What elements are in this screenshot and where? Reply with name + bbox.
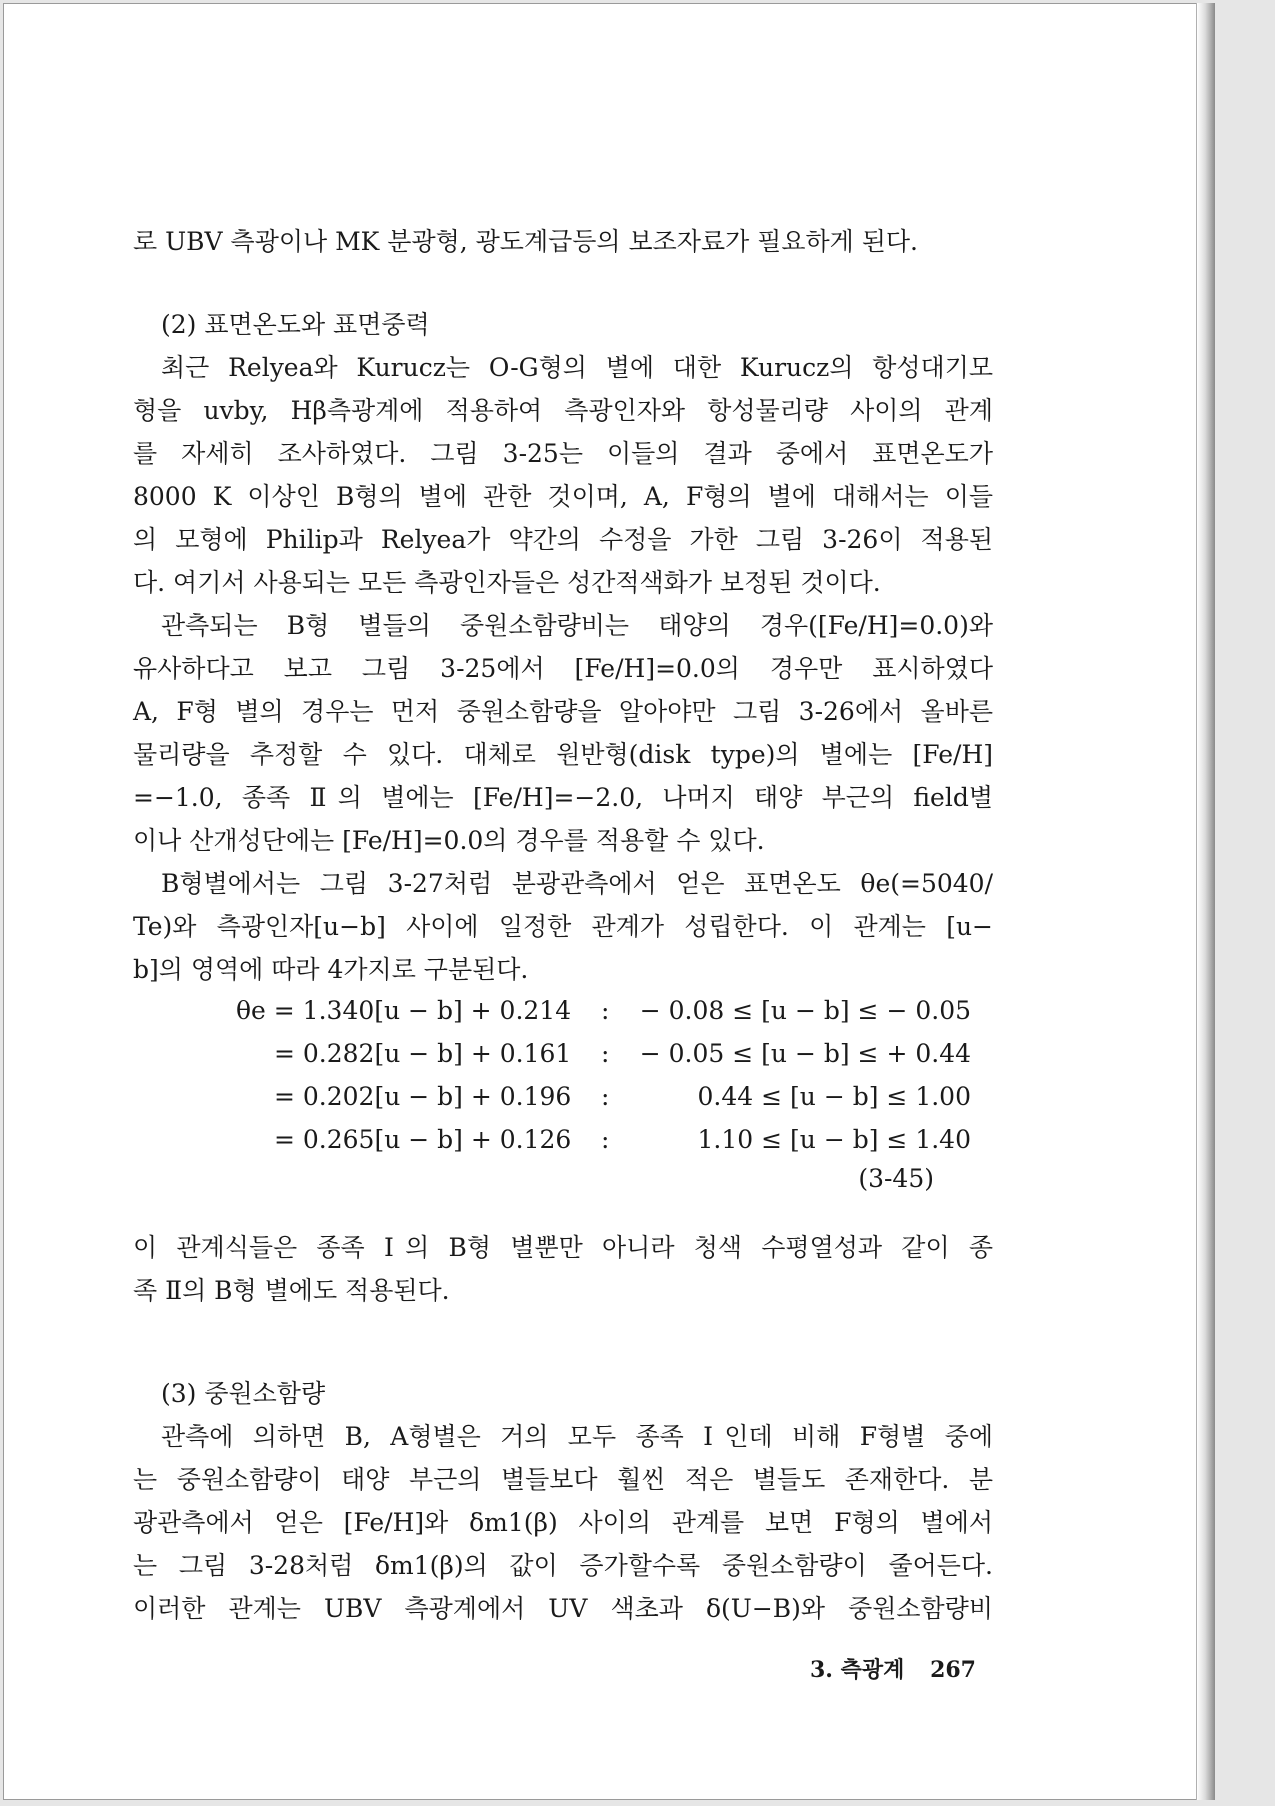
text-line: =−1.0, 종족 Ⅱ의 별에는 [Fe/H]=−2.0, 나머지 태양 부근의 field별: [133, 783, 993, 812]
equation-expression: = 0.202[u − b] + 0.196: [274, 1082, 572, 1111]
text-line: 이러한 관계는 UBV 측광계에서 UV 색초과 δ(U−B)와 중원소함량비: [133, 1594, 993, 1623]
equation-row: [236, 1039, 996, 1082]
text-line: 는 그림 3-28처럼 δm1(β)의 값이 증가할수록 중원소함량이 줄어든다.: [133, 1551, 993, 1580]
page-number: 267: [930, 1657, 976, 1683]
text-line: 이나 산개성단에는 [Fe/H]=0.0의 경우를 적용할 수 있다.: [133, 826, 765, 855]
text-line: 관측에 의하면 B, A형별은 거의 모두 종족 Ⅰ인데 비해 F형별 중에: [161, 1422, 993, 1451]
text-line: 의 모형에 Philip과 Relyea가 약간의 수정을 가한 그림 3-26이 적용된: [133, 525, 993, 554]
text-line: 최근 Relyea와 Kurucz는 O-G형의 별에 대한 Kurucz의 항성대기모: [161, 353, 993, 382]
text-line: 유사하다고 보고 그림 3-25에서 [Fe/H]=0.0의 경우만 표시하였다: [133, 654, 993, 683]
equation-condition: 0.44 ≤ [u − b] ≤ 1.00: [697, 1082, 971, 1111]
text-line: 이 관계식들은 종족 Ⅰ의 B형 별뿐만 아니라 청색 수평열성과 같이 종: [133, 1233, 993, 1262]
text-line: 는 중원소함량이 태양 부근의 별들보다 훨씬 적은 별들도 존재한다. 분: [133, 1465, 993, 1494]
section-heading: (3) 중원소함량: [161, 1379, 326, 1408]
text-line: 다. 여기서 사용되는 모든 측광인자들은 성간적색화가 보정된 것이다.: [133, 568, 881, 597]
equation-colon: :: [601, 1082, 610, 1111]
equation-condition: − 0.05 ≤ [u − b] ≤ + 0.44: [639, 1039, 971, 1068]
text-line: b]의 영역에 따라 4가지로 구분된다.: [133, 955, 529, 984]
equation-expression: θe = 1.340[u − b] + 0.214: [236, 996, 572, 1025]
intro-paragraph: [133, 220, 993, 263]
text-line: 로 UBV 측광이나 MK 분광형, 광도계급등의 보조자료가 필요하게 된다.: [133, 227, 918, 256]
running-section-title: 3. 측광계: [810, 1657, 905, 1683]
text-line: 를 자세히 조사하였다. 그림 3-25는 이들의 결과 중에서 표면온도가: [133, 439, 993, 468]
text-line: 광관측에서 얻은 [Fe/H]와 δm1(β) 사이의 관계를 보면 F형의 별에서: [133, 1508, 993, 1537]
equation-row: [236, 1125, 996, 1168]
text-line: A, F형 별의 경우는 먼저 중원소함량을 알아야만 그림 3-26에서 올바른: [133, 697, 993, 726]
text-line: 물리량을 추정할 수 있다. 대체로 원반형(disk type)의 별에는 [Fe/H]: [133, 740, 993, 769]
equation-number: (3-45): [858, 1164, 934, 1193]
text-line: 형을 uvby, Hβ측광계에 적용하여 측광인자와 항성물리량 사이의 관계: [133, 396, 993, 425]
equation-colon: :: [601, 1125, 610, 1154]
equation-expression: = 0.265[u − b] + 0.126: [274, 1125, 572, 1154]
section2-block: [133, 303, 993, 991]
equation-note-paragraph: [133, 1226, 993, 1312]
equation-row: [236, 1082, 996, 1125]
text-line: 관측되는 B형 별들의 중원소함량비는 태양의 경우([Fe/H]=0.0)와: [161, 611, 993, 640]
equation-colon: :: [601, 1039, 610, 1068]
equation-block: [236, 996, 996, 1193]
section-heading: (2) 표면온도와 표면중력: [161, 310, 430, 339]
page-edge-shadow: [1196, 3, 1215, 1800]
text-line: 족 Ⅱ의 B형 별에도 적용된다.: [133, 1276, 450, 1305]
equation-colon: :: [601, 996, 610, 1025]
equation-expression: = 0.282[u − b] + 0.161: [274, 1039, 572, 1068]
section3-block: [133, 1372, 993, 1630]
page-footer: [810, 1653, 976, 1684]
text-line: Te)와 측광인자[u−b] 사이에 일정한 관계가 성립한다. 이 관계는 [u−: [133, 912, 993, 941]
text-line: 8000 K 이상인 B형의 별에 관한 것이며, A, F형의 별에 대해서는 이들: [133, 482, 993, 511]
equation-row: [236, 996, 996, 1039]
equation-condition: − 0.08 ≤ [u − b] ≤ − 0.05: [639, 996, 971, 1025]
text-line: B형별에서는 그림 3-27처럼 분광관측에서 얻은 표면온도 θe(=5040/: [161, 869, 993, 898]
equation-condition: 1.10 ≤ [u − b] ≤ 1.40: [697, 1125, 971, 1154]
